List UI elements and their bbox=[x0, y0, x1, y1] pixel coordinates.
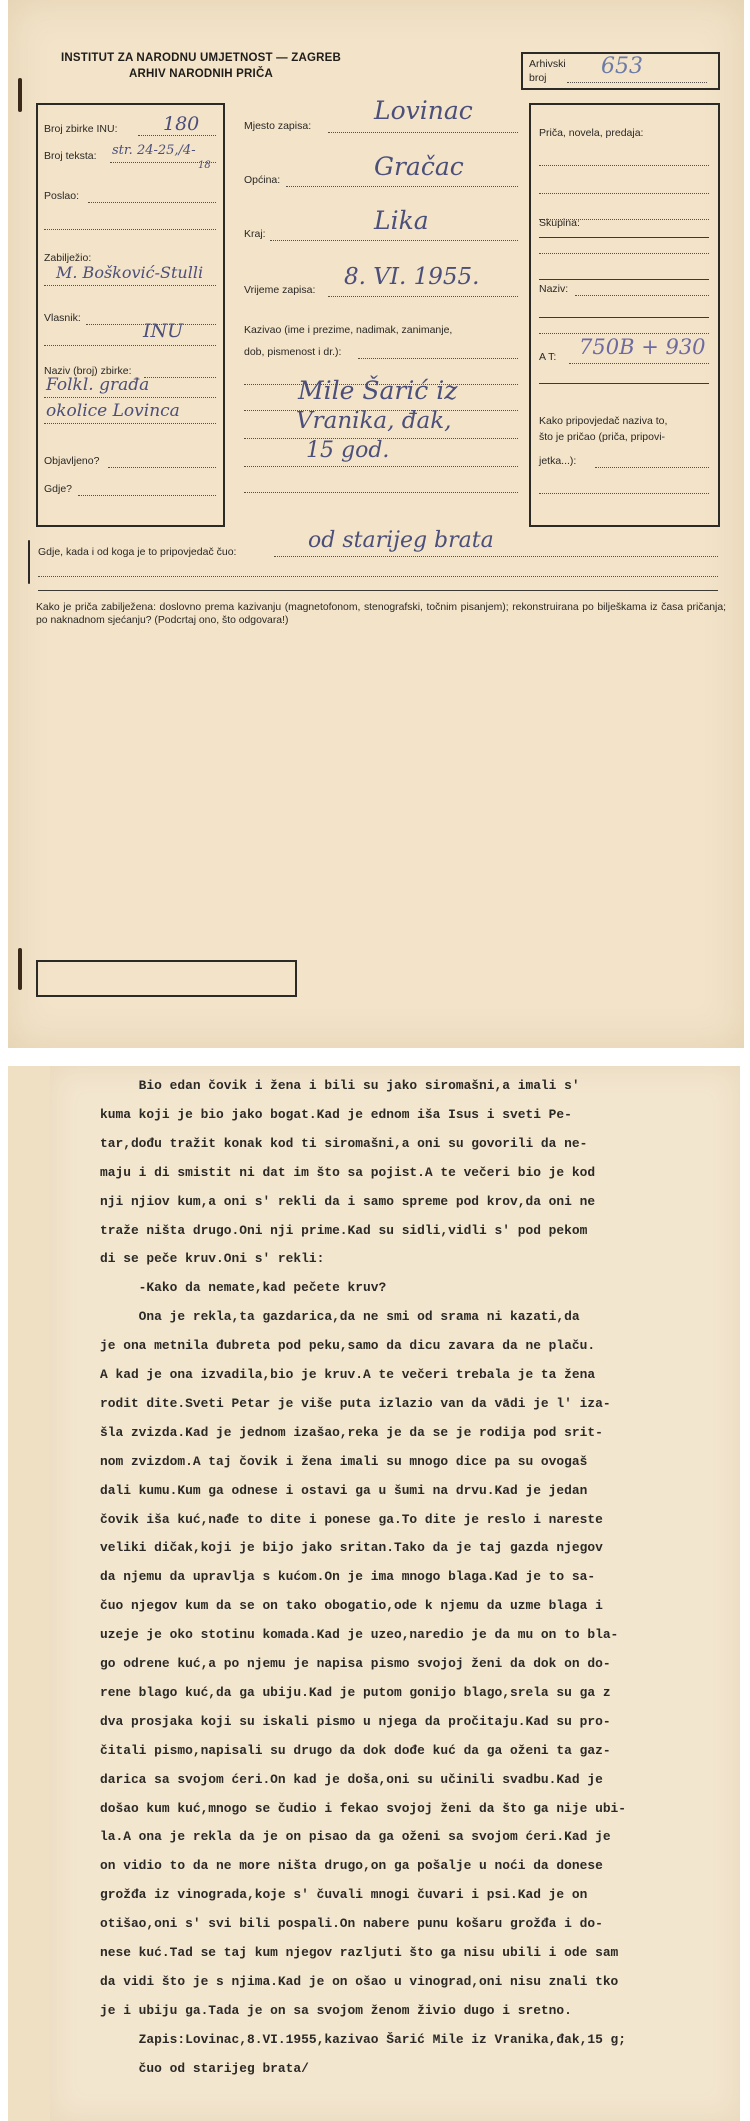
staple-mark bbox=[18, 78, 22, 112]
dotted-line bbox=[539, 493, 709, 494]
collection-number-value: 180 bbox=[163, 113, 200, 135]
story-line: uzeje je oko stotinu komada.Kad je uzeo,naredio je da mu on to blа- bbox=[100, 1627, 619, 1643]
dotted-line bbox=[244, 492, 518, 493]
story-line: otišao,oni s' svi bili pospali.On nabere punu košaru grožđa i do- bbox=[100, 1916, 603, 1932]
bracket-mark bbox=[28, 540, 30, 584]
dotted-line bbox=[274, 556, 718, 557]
divider-line bbox=[539, 383, 709, 384]
archive-number-value: 653 bbox=[601, 54, 643, 79]
story-line: da vidi što je s njima.Kad je on ošao u vinograd,oni nisu znali tko bbox=[100, 1973, 619, 1989]
dotted-line bbox=[108, 467, 216, 468]
dotted-line bbox=[44, 229, 216, 230]
story-line: je ona metnila đubreta pod peku,samo da dicu zavara da ne plaču. bbox=[100, 1338, 596, 1354]
right-field-box bbox=[529, 103, 720, 527]
published-label: Objavljeno? bbox=[44, 455, 100, 467]
story-line: darica sa svojom ćeri.On kad je doša,oni su učinili svadbu.Kad je bbox=[100, 1771, 603, 1787]
narrator-naming-label: Kako pripovjedač naziva to, bbox=[539, 415, 668, 427]
dotted-line bbox=[575, 295, 709, 296]
dotted-line bbox=[44, 285, 216, 286]
institute-header bbox=[36, 50, 366, 82]
story-line: rene blago kuć,da ga ubiju.Kad je putom gonijo blago,srela su ga z bbox=[100, 1684, 611, 1700]
owner-value: INU bbox=[143, 320, 184, 342]
story-line: nom zvizdom.A taj čovik i žena imali su mnogo dice pa su ovogaš bbox=[100, 1453, 588, 1469]
story-page bbox=[50, 1066, 740, 2121]
divider-line bbox=[539, 237, 709, 238]
narrator-value-2: Vranika, đak, bbox=[296, 408, 452, 434]
region-value: Lika bbox=[374, 206, 429, 235]
collection-name-label: Naziv (broj) zbirke: bbox=[44, 365, 132, 377]
group-label: Skupina: bbox=[539, 217, 580, 229]
title-label: Naziv: bbox=[539, 283, 569, 295]
recording-note: Kako je priča zabilježena: doslovno prema kazivanju (magnetofonom, stenografski, točnim pisanjem); rekonstruirana po bilješkama iz časa pričanja; po naknadnom sjećanju? (Podcrtaj ono, što odgovara!) bbox=[36, 602, 726, 626]
institute-name: INSTITUT ZA NARODNU UMJETNOST — ZAGREB bbox=[61, 52, 341, 64]
narrator-label-2: dob, pismenost i dr.): bbox=[244, 346, 342, 358]
dotted-line bbox=[567, 82, 707, 83]
sender-label: Poslao: bbox=[44, 190, 80, 202]
collection-name-value-2: okolice Lovinca bbox=[46, 401, 180, 421]
dotted-line bbox=[44, 423, 216, 424]
narrator-label: Kazivao (ime i prezime, nadimak, zanimanje, bbox=[244, 324, 453, 336]
story-line: grožđa iz vinograda,koje s' čuvali mnogi čuvari i psi.Kad je on bbox=[100, 1887, 588, 1903]
story-line: nji njiov kum,a oni s' rekli da i samo spreme pod krov,da oni ne bbox=[100, 1193, 596, 1209]
story-line: čuo njegov kum da se on tako obogatio,ode k njemu da uzme blaga i bbox=[100, 1598, 603, 1614]
archive-number-box bbox=[521, 52, 720, 90]
story-line: kuma koji je bio jako bogat.Kad je ednom iša Isus i sveti Pe- bbox=[100, 1106, 572, 1122]
dotted-line bbox=[270, 240, 518, 241]
left-field-box bbox=[36, 103, 225, 527]
story-line: A kad je ona izvadila,bio je kruv.A te večeri trebala je ta žena bbox=[100, 1367, 596, 1382]
story-line: on vidio to da ne more ništa drugo,on ga pošalje u noći da donese bbox=[100, 1858, 603, 1874]
story-line: je i ubiju ga.Tada je on sa svojom ženom živio dugo i sretno. bbox=[100, 2002, 572, 2018]
dotted-line bbox=[539, 193, 709, 194]
archive-number-label-2: broj bbox=[529, 72, 547, 84]
dotted-line bbox=[44, 397, 216, 398]
story-line: maju i di smistit ni dat im što sa pojist.A te večeri bio je kod bbox=[100, 1164, 596, 1180]
text-number-label: Broj teksta: bbox=[44, 150, 97, 162]
at-label: A T: bbox=[539, 351, 557, 363]
dotted-line bbox=[78, 495, 216, 496]
dotted-line bbox=[595, 467, 709, 468]
owner-label: Vlasnik: bbox=[44, 312, 81, 324]
recorded-by-label: Zabilježio: bbox=[44, 252, 92, 264]
text-number-value: str. 24-25,/4- bbox=[112, 143, 196, 158]
story-line: Bio edan čovik i žena i bili su jako siromašni,a imali s' bbox=[100, 1078, 580, 1093]
story-type-label: Priča, novela, predaja: bbox=[539, 127, 644, 139]
empty-box bbox=[36, 960, 297, 997]
divider-line bbox=[38, 590, 718, 591]
page-edge bbox=[8, 1066, 51, 2121]
dotted-line bbox=[144, 377, 216, 378]
place-value: Lovinac bbox=[374, 96, 473, 125]
dotted-line bbox=[286, 186, 518, 187]
dotted-line bbox=[38, 576, 718, 577]
dotted-line bbox=[539, 165, 709, 166]
text-number-value-2: 18 bbox=[198, 160, 211, 171]
narrator-naming-label-3: jetka...): bbox=[539, 455, 577, 467]
story-line: Ona je rekla,ta gazdarica,da ne smi od srama ni kazati,da bbox=[100, 1309, 580, 1325]
narrator-value: Mile Šarić iz bbox=[298, 376, 458, 405]
recorded-by-value: M. Bošković-Stulli bbox=[56, 263, 204, 282]
story-line: di se peče kruv.Oni s' rekli: bbox=[100, 1251, 325, 1267]
story-line: -Kako da nemate,kad pečete kruv? bbox=[100, 1280, 387, 1296]
story-line: traže ništa drugo.Oni nji prime.Kad su sidli,vidli s' pod pekom bbox=[100, 1222, 588, 1238]
story-line: Zapis:Lovinac,8.VI.1955,kazivao Šarić Mile iz Vranika,đak,15 g; bbox=[100, 2031, 627, 2047]
staple-mark bbox=[18, 948, 22, 990]
municipality-value: Gračac bbox=[374, 152, 464, 181]
story-line: dva prosjaka koji su iskali pismo u njega da pročitaju.Kad su pro- bbox=[100, 1713, 611, 1729]
divider-line bbox=[539, 317, 709, 318]
story-line: rodit dite.Sveti Petar je više puta izlazio van da vādi je l' iza- bbox=[100, 1395, 611, 1411]
dotted-line bbox=[138, 135, 216, 136]
place-label: Mjesto zapisa: bbox=[244, 120, 312, 132]
form-page bbox=[8, 0, 744, 1048]
dotted-line bbox=[328, 132, 518, 133]
story-line: šla zvizda.Kad je jednom izašao,reka je da se je rodija pod srit- bbox=[100, 1424, 603, 1440]
dotted-line bbox=[539, 253, 709, 254]
collection-name-value: Folkl. građa bbox=[46, 375, 150, 395]
story-line: da njemu da upravlja s kućom.On je ima mnogo blaga.Kad je to sa- bbox=[100, 1569, 596, 1585]
narrator-value-3: 15 god. bbox=[306, 438, 390, 463]
dotted-line bbox=[44, 345, 216, 346]
divider-line bbox=[539, 279, 709, 280]
dotted-line bbox=[539, 333, 709, 334]
story-line: dali kumu.Kum ga odnese i ostavi ga u šumi na drvu.Kad je jedan bbox=[100, 1482, 588, 1498]
story-line: došao kum kuć,mnogo se čudio i fekao svojoj ženi da što ga nije ubi- bbox=[100, 1800, 627, 1816]
region-label: Kraj: bbox=[244, 228, 266, 240]
municipality-label: Općina: bbox=[244, 174, 281, 186]
story-line: čovik iša kuć,nađe to dite i ponese ga.To dite je reslo i nareste bbox=[100, 1511, 603, 1527]
story-line: go odrene kuć,a po njemu je napisa pismo svojoj ženi da dok on do- bbox=[100, 1656, 611, 1671]
archive-number-label: Arhivski bbox=[529, 58, 566, 70]
at-value: 750B + 930 bbox=[579, 335, 706, 359]
story-line: la.A ona je rekla da je on pisao da ga oženi sa svojom ćeri.Kad je bbox=[100, 1829, 611, 1845]
where-label: Gdje? bbox=[44, 483, 73, 495]
dotted-line bbox=[569, 363, 709, 364]
heard-value: od starijeg brata bbox=[308, 528, 494, 553]
dotted-line bbox=[88, 202, 216, 203]
date-value: 8. VI. 1955. bbox=[344, 264, 480, 290]
date-label: Vrijeme zapisa: bbox=[244, 284, 316, 296]
narrator-naming-label-2: što je pričao (priča, pripovi- bbox=[539, 431, 666, 443]
collection-number-label: Broj zbirke INU: bbox=[44, 123, 118, 135]
dotted-line bbox=[244, 466, 518, 467]
story-line: nese kuć.Tad se taj kum njegov razljuti što ga nisu ubili i ode sam bbox=[100, 1945, 619, 1960]
story-line: čuo od starijeg brata/ bbox=[100, 2060, 309, 2076]
story-line: veliki dičak,koji je bijo jako sritan.Tako da je taj gazda njegov bbox=[100, 1540, 603, 1556]
story-line: čitali pismo,napisali su drugo da dok dođe kuć da ga oženi ta gaz- bbox=[100, 1742, 611, 1758]
story-line: tar,dođu tražit konak kod ti siromašni,a oni su govorili da ne- bbox=[100, 1135, 588, 1151]
archive-name: ARHIV NARODNIH PRIČA bbox=[129, 68, 273, 80]
dotted-line bbox=[358, 358, 518, 359]
dotted-line bbox=[328, 296, 518, 297]
heard-label: Gdje, kada i od koga je to pripovjedač čuo: bbox=[38, 546, 237, 558]
